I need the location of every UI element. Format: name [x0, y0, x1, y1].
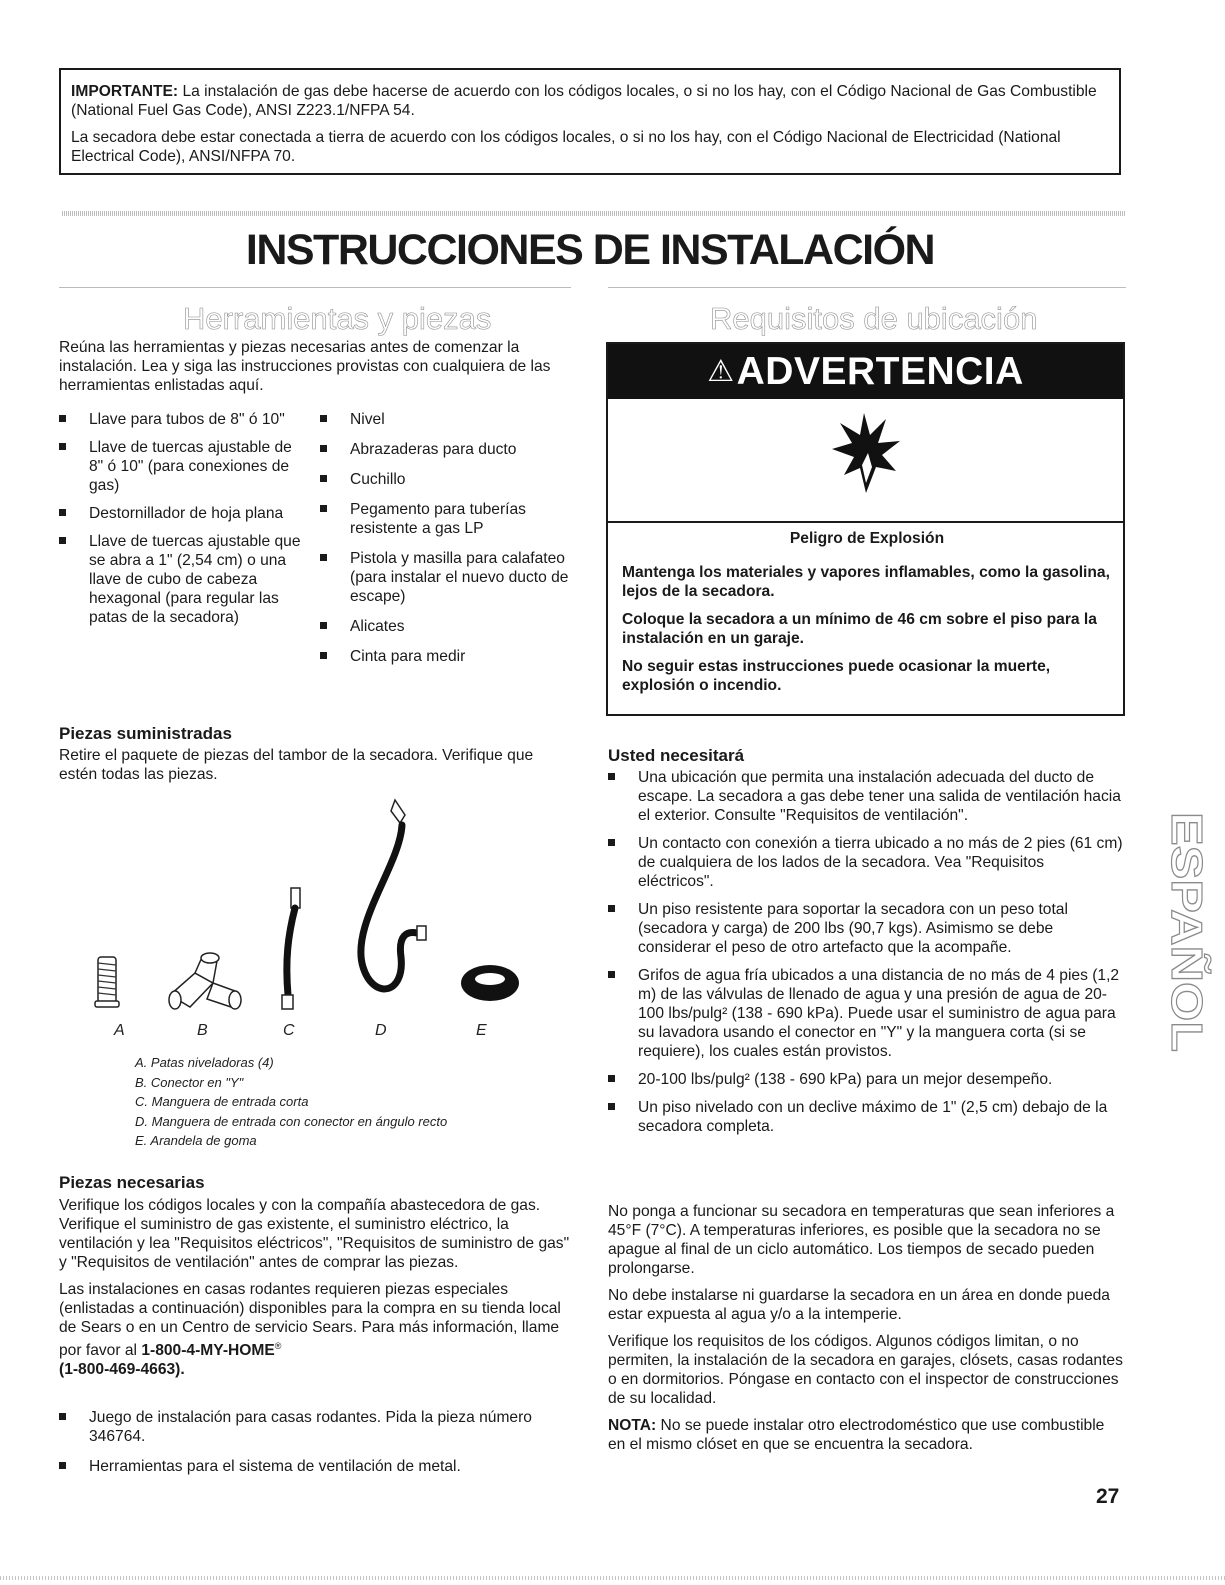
important-paragraph-1 [71, 82, 1109, 120]
list-item: Un piso resistente para soportar la secadora con un peso total (secadora y carga) de 200 lbs (90,7 kgs). Asimismo se debe considerar el peso de otro artefacto que la acompañe. [608, 900, 1123, 957]
list-item: Cuchillo [320, 470, 570, 489]
important-text-1: La instalación de gas debe hacerse de acuerdo con los códigos locales, o si no los hay, con el Código Nacional de Gas Combustible (National Fuel Gas Code), ANSI Z223.1/NFPA 54. [71, 83, 1097, 119]
warning-box [606, 342, 1125, 716]
language-side-tab [1130, 810, 1211, 1055]
bullet-icon [608, 773, 615, 780]
left-column-rule [59, 287, 571, 288]
part-letter-c: C [283, 1022, 295, 1039]
parts-caption-item: B. Conector en "Y" [135, 1074, 244, 1090]
hazard-title: Peligro de Explosión [789, 530, 945, 547]
needed-parts-list [59, 1408, 571, 1485]
bullet-icon [59, 509, 66, 516]
tools-list-column-2 [320, 410, 570, 675]
bullet-icon [608, 1103, 615, 1110]
warning-banner-text: ADVERTENCIA [736, 350, 1024, 393]
angle-hose-icon [361, 800, 426, 989]
supplied-parts-heading: Piezas suministradas [59, 724, 232, 743]
location-requirements-list [608, 768, 1123, 1145]
list-item: Una ubicación que permita una instalación adecuada del ducto de escape. La secadora a gas debe tener una salida de ventilación hacia el exterior. Consulte "Requisitos de ventilación". [608, 768, 1123, 825]
tools-section-heading: Herramientas y piezas [183, 301, 492, 336]
right-column-rule [608, 287, 1126, 288]
warning-line-1: Mantenga los materiales y vapores inflamables, como la gasolina, lejos de la secadora. [622, 563, 1110, 600]
warning-icon-area [608, 399, 1123, 523]
list-item: Llave de tuercas ajustable de 8" ó 10" (para conexiones de gas) [59, 438, 309, 495]
short-hose-icon [282, 888, 300, 1009]
list-item: Juego de instalación para casas rodantes. Pida la pieza número 346764. [59, 1408, 571, 1446]
warning-line-3: No seguir estas instrucciones puede ocasionar la muerte, explosión o incendio. [622, 657, 1051, 694]
bullet-icon [320, 475, 327, 482]
bullet-icon [608, 1075, 615, 1082]
parts-caption-item: E. Arandela de goma [135, 1133, 257, 1148]
bullet-icon [320, 445, 327, 452]
parts-illustration [95, 795, 525, 1020]
part-letter-a: A [114, 1022, 125, 1039]
list-item: Llave para tubos de 8" ó 10" [59, 410, 309, 429]
list-item: Un contacto con conexión a tierra ubicado a no más de 2 pies (61 cm) de cualquiera de los lados de la secadora. Vea "Requisitos eléctricos". [608, 834, 1123, 891]
bullet-icon [59, 443, 66, 450]
bullet-icon [608, 905, 615, 912]
list-item: Un piso nivelado con un declive máximo de 1" (2,5 cm) debajo de la secadora completa. [608, 1098, 1123, 1136]
page-number: 27 [1096, 1485, 1120, 1508]
list-item: Pegamento para tuberías resistente a gas LP [320, 500, 570, 538]
bullet-icon [608, 971, 615, 978]
important-notice-box [59, 68, 1121, 175]
needed-parts-paragraph-2: Las instalaciones en casas rodantes requieren piezas especiales (enlistadas a continuación) disponibles para la compra en su tienda local de Sears o en un Centro de servicio Sears. Para más información, llame por favor al 1-800-4-MY-HOME® (1-800-469-4663). [59, 1281, 561, 1379]
leveling-leg-icon [95, 957, 119, 1007]
list-item: 20-100 lbs/pulg² (138 - 690 kPa) para un mejor desempeño. [608, 1070, 1123, 1089]
bullet-icon [320, 505, 327, 512]
rubber-washer-icon [461, 965, 519, 1001]
important-label: IMPORTANTE: [71, 83, 179, 100]
hatched-divider [62, 211, 1126, 216]
list-item: Alicates [320, 617, 570, 636]
parts-caption-item: A. Patas niveladoras (4) [135, 1055, 274, 1070]
phone-number-numeric: (1-800-469-4663). [59, 1361, 185, 1379]
tools-intro: Reúna las herramientas y piezas necesarias antes de comenzar la instalación. Lea y siga las instrucciones provistas con cualquiera de las herramientas enlistadas aquí. [59, 339, 551, 394]
part-letter-b: B [197, 1022, 208, 1039]
list-item: Grifos de agua fría ubicados a una distancia de no más de 4 pies (1,2 m) de las válvulas de llenado de agua y una presión de agua de 20-100 lbs/pulg² (138 - 690 kPa). Puede usar el suministro de agua para su lavadora usando el conector en "Y" y la manguera corta (si se requiere), los cuales están provistos. [608, 966, 1123, 1061]
note-label: NOTA: [608, 1417, 657, 1434]
list-item: Nivel [320, 410, 570, 429]
language-label: ESPAÑOL [1162, 812, 1211, 1022]
important-paragraph-2: La secadora debe estar conectada a tierra de acuerdo con los códigos locales, o si no los hay, con el Código Nacional de Electricidad (National Electrical Code), ANSI/NFPA 70. [71, 129, 1061, 165]
part-letter-d: D [375, 1022, 387, 1039]
list-item: Abrazaderas para ducto [320, 440, 570, 459]
phone-number: 1-800-4-MY-HOME [141, 1342, 275, 1360]
bullet-icon [59, 1413, 66, 1420]
bullet-icon [59, 537, 66, 544]
bottom-hatched-edge [0, 1576, 1225, 1580]
explosion-icon [830, 413, 902, 495]
bullet-icon [320, 652, 327, 659]
you-will-need-heading: Usted necesitará [608, 746, 745, 765]
parts-caption-item: D. Manguera de entrada con conector en ángulo recto [135, 1113, 448, 1129]
list-item: Llave de tuercas ajustable que se abra a 1" (2,54 cm) o una llave de cubo de cabeza hexagonal (para regular las patas de la secadora) [59, 532, 309, 627]
needed-parts-paragraph-1: Verifique los códigos locales y con la compañía abastecedora de gas. Verifique el suministro de gas existente, el suministro eléctrico, la ventilación y lea "Requisitos eléctricos", "Requisitos de suministro de gas" y "Requisitos de ventilación" antes de comprar las piezas. [59, 1197, 570, 1271]
location-paragraph-3: Verifique los requisitos de los códigos. Algunos códigos limitan, o no permiten, la instalación de la secadora en garajes, clósets, casas rodantes o en dormitorios. Póngase en contacto con el inspector de construcciones de su localidad. [608, 1333, 1123, 1407]
parts-caption-item: C. Manguera de entrada corta [135, 1094, 309, 1109]
bullet-icon [320, 554, 327, 561]
location-paragraph-2: No debe instalarse ni guardarse la secadora en un área en donde pueda estar expuesta al agua y/o a la intemperie. [608, 1287, 1110, 1323]
list-item: Pistola y masilla para calafateo (para instalar el nuevo ducto de escape) [320, 549, 570, 606]
page-title: INSTRUCCIONES DE INSTALACIÓN [245, 226, 935, 274]
tools-list-column-1 [59, 410, 309, 636]
needed-parts-heading: Piezas necesarias [59, 1173, 205, 1192]
needed-parts-body [59, 1196, 571, 1387]
location-paragraph-1: No ponga a funcionar su secadora en temperaturas que sean inferiores a 45°F (7°C). A temperaturas inferiores, es posible que la secadora no se apague al final de un ciclo automático. Los tiempos de secado pueden prolongarse. [608, 1203, 1115, 1277]
list-item: Cinta para medir [320, 647, 570, 666]
supplied-parts-text: Retire el paquete de piezas del tambor de la secadora. Verifique que estén todas las piezas. [59, 747, 534, 783]
warning-banner [608, 344, 1123, 399]
bullet-icon [59, 415, 66, 422]
bullet-icon [320, 415, 327, 422]
part-letter-e: E [476, 1022, 487, 1039]
location-notes [608, 1202, 1123, 1462]
warning-text [622, 529, 1112, 704]
warning-line-2: Coloque la secadora a un mínimo de 46 cm sobre el piso para la instalación en un garaje. [622, 610, 1097, 647]
bullet-icon [320, 622, 327, 629]
parts-caption-list [135, 1053, 447, 1151]
location-note: NOTA: No se puede instalar otro electrodoméstico que use combustible en el mismo clóset en que se encuentra la secadora. [608, 1417, 1105, 1453]
list-item: Destornillador de hoja plana [59, 504, 309, 523]
list-item: Herramientas para el sistema de ventilación de metal. [59, 1457, 571, 1476]
bullet-icon [59, 1462, 66, 1469]
y-connector-icon [169, 953, 241, 1009]
location-section-heading: Requisitos de ubicación [710, 301, 1038, 336]
warning-triangle-icon: ⚠ [707, 355, 735, 388]
bullet-icon [608, 839, 615, 846]
